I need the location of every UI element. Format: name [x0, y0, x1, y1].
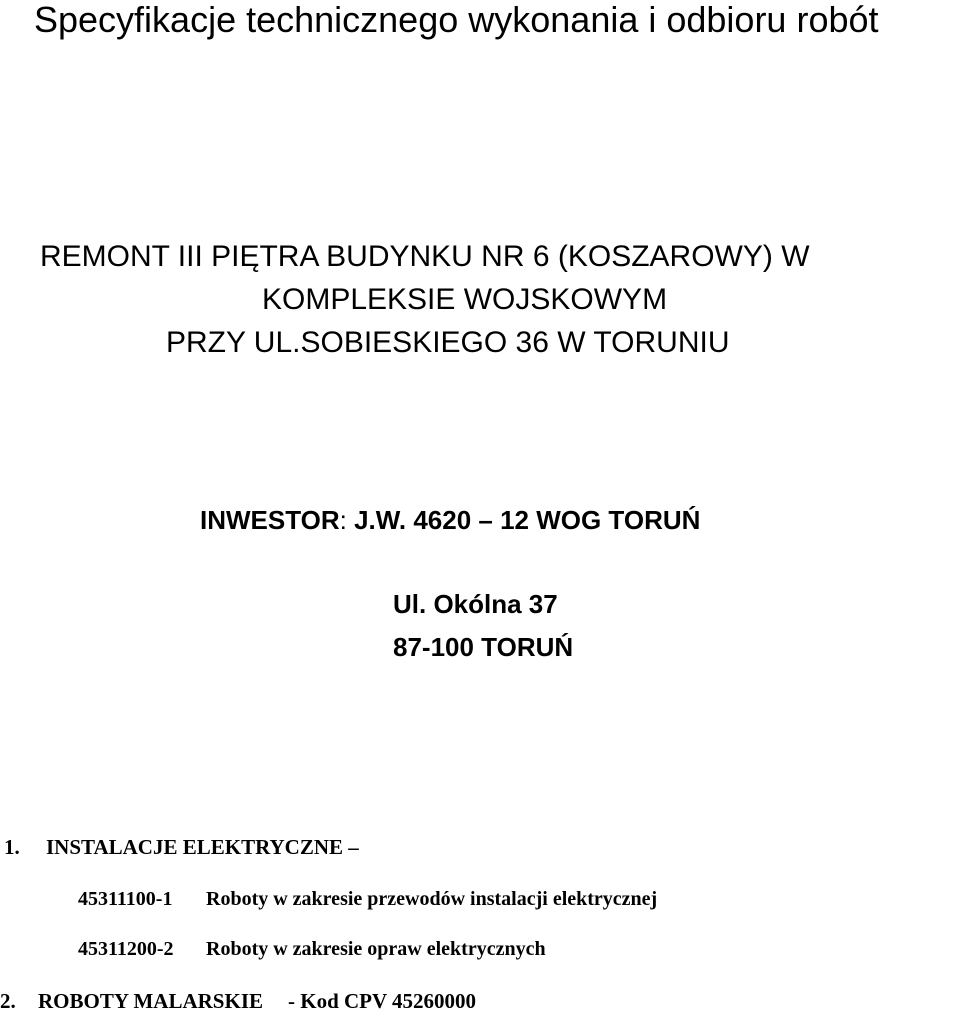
address-city: 87-100 TORUŃ: [393, 632, 574, 662]
investor-value: J.W. 4620 – 12 WOG TORUŃ: [346, 505, 701, 535]
section-number: 2.: [0, 989, 16, 1013]
project-title-line-2: KOMPLEKSIE WOJSKOWYM: [262, 283, 668, 316]
cpv-description: Roboty w zakresie opraw elektrycznych: [206, 938, 546, 960]
section-cpv-code: - Kod CPV 45260000: [288, 989, 477, 1013]
section-number: 1.: [4, 835, 20, 859]
cpv-item-row: [0, 887, 960, 911]
cpv-code: 45311100-1: [78, 888, 173, 910]
investor-line: [200, 504, 700, 536]
section-title: INSTALACJE ELEKTRYCZNE –: [46, 835, 359, 859]
cpv-item-row: [0, 937, 960, 961]
address-street: Ul. Okólna 37: [393, 589, 558, 619]
investor-label: INWESTOR: [200, 505, 340, 535]
project-title-line-1: REMONT III PIĘTRA BUDYNKU NR 6 (KOSZAROWY) W: [40, 240, 810, 273]
document-title: Specyfikacje technicznego wykonania i odbioru robót: [34, 0, 879, 40]
cpv-code: 45311200-2: [78, 938, 174, 960]
investor-colon: :: [339, 505, 347, 535]
section-title: ROBOTY MALARSKIE: [38, 989, 264, 1013]
project-title-line-3: PRZY UL.SOBIESKIEGO 36 W TORUNIU: [166, 326, 730, 359]
cpv-description: Roboty w zakresie przewodów instalacji elektrycznej: [206, 888, 658, 910]
